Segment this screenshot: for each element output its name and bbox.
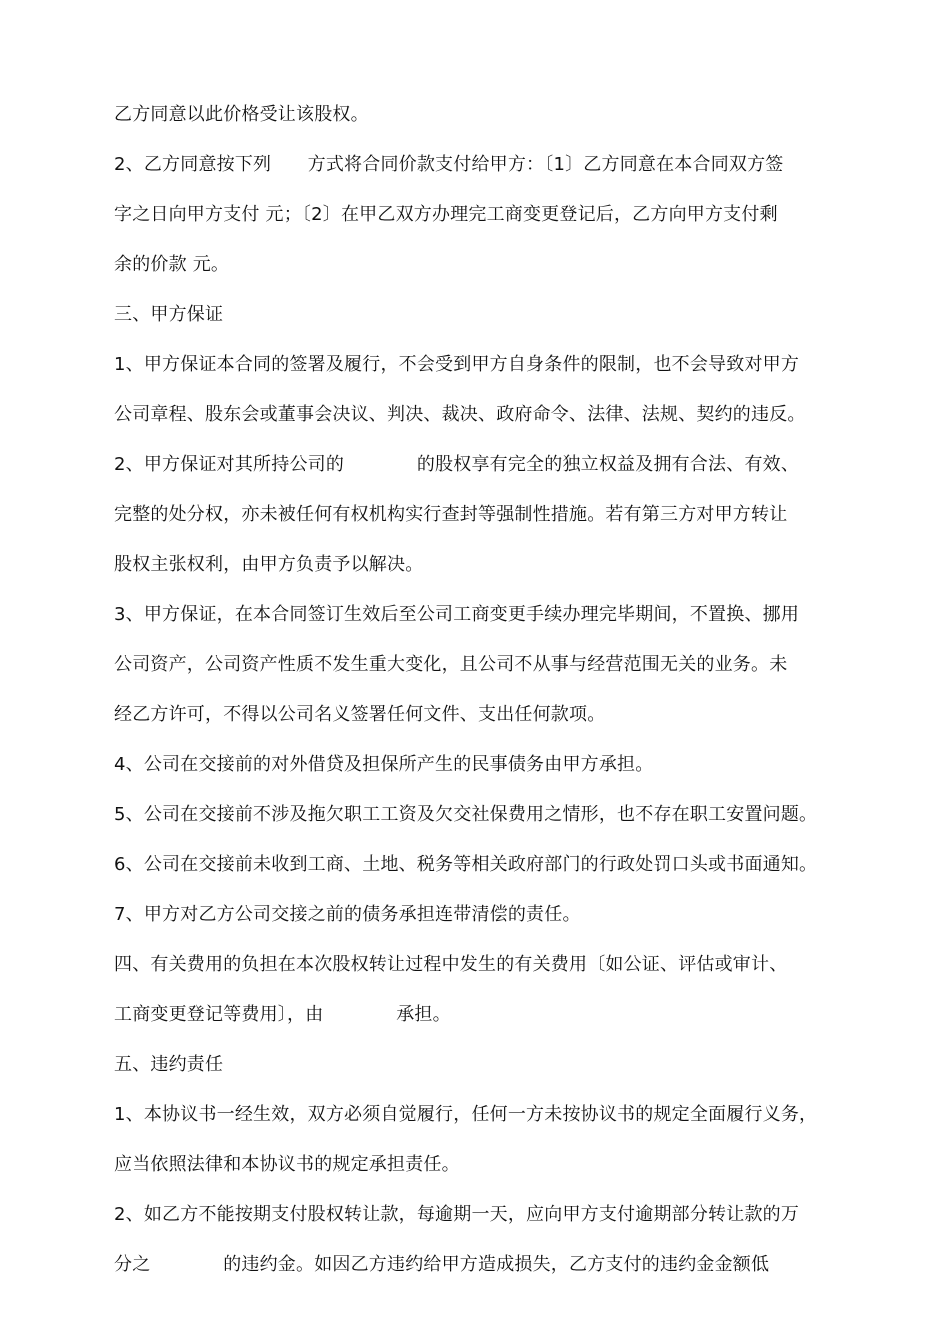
text-line: 经乙方许可，不得以公司名义签署任何文件、支出任何款项。 <box>114 704 606 725</box>
text-line: 3、甲方保证，在本合同签订生效后至公司工商变更手续办理完毕期间，不置换、挪用 <box>114 604 800 625</box>
section-heading: 三、甲方保证 <box>114 304 224 325</box>
text-line: 2、如乙方不能按期支付股权转让款，每逾期一天，应向甲方支付逾期部分转让款的万 <box>114 1204 800 1225</box>
text-line: 股权主张权利，由甲方负责予以解决。 <box>114 554 424 575</box>
section-heading: 五、违约责任 <box>114 1054 224 1075</box>
text-line: 4、公司在交接前的对外借贷及担保所产生的民事债务由甲方承担。 <box>114 754 654 775</box>
text-line: 1、甲方保证本合同的签署及履行，不会受到甲方自身条件的限制，也不会导致对甲方 <box>114 354 800 375</box>
text-line: 字之日向甲方支付 元；〔2〕在甲乙双方办理完工商变更登记后，乙方向甲方支付剩 <box>114 204 778 225</box>
text-line: 工商变更登记等费用〕，由 承担。 <box>114 1004 451 1025</box>
text-line: 公司资产，公司资产性质不发生重大变化，且公司不从事与经营范围无关的业务。未 <box>114 654 788 675</box>
text-line: 公司章程、股东会或董事会决议、判决、裁决、政府命令、法律、法规、契约的违反。 <box>114 404 806 425</box>
text-line: 完整的处分权，亦未被任何有权机构实行查封等强制性措施。若有第三方对甲方转让 <box>114 504 788 525</box>
text-line: 分之 的违约金。如因乙方违约给甲方造成损失，乙方支付的违约金金额低 <box>114 1254 770 1275</box>
section-heading: 四、有关费用的负担在本次股权转让过程中发生的有关费用〔如公证、评估或审计、 <box>114 954 788 975</box>
text-line: 1、本协议书一经生效，双方必须自觉履行，任何一方未按协议书的规定全面履行义务， <box>114 1104 818 1125</box>
text-line: 应当依照法律和本协议书的规定承担责任。 <box>114 1154 460 1175</box>
text-line: 7、甲方对乙方公司交接之前的债务承担连带清偿的责任。 <box>114 904 581 925</box>
text-line: 2、甲方保证对其所持公司的 的股权享有完全的独立权益及拥有合法、有效、 <box>114 454 800 475</box>
text-line: 6、公司在交接前未收到工商、土地、税务等相关政府部门的行政处罚口头或书面通知。 <box>114 854 818 875</box>
text-line: 2、乙方同意按下列 方式将合同价款支付给甲方：〔1〕乙方同意在本合同双方签 <box>114 154 784 175</box>
text-line: 乙方同意以此价格受让该股权。 <box>114 104 369 125</box>
text-line: 余的价款 元。 <box>114 254 230 275</box>
text-line: 5、公司在交接前不涉及拖欠职工工资及欠交社保费用之情形，也不存在职工安置问题。 <box>114 804 818 825</box>
